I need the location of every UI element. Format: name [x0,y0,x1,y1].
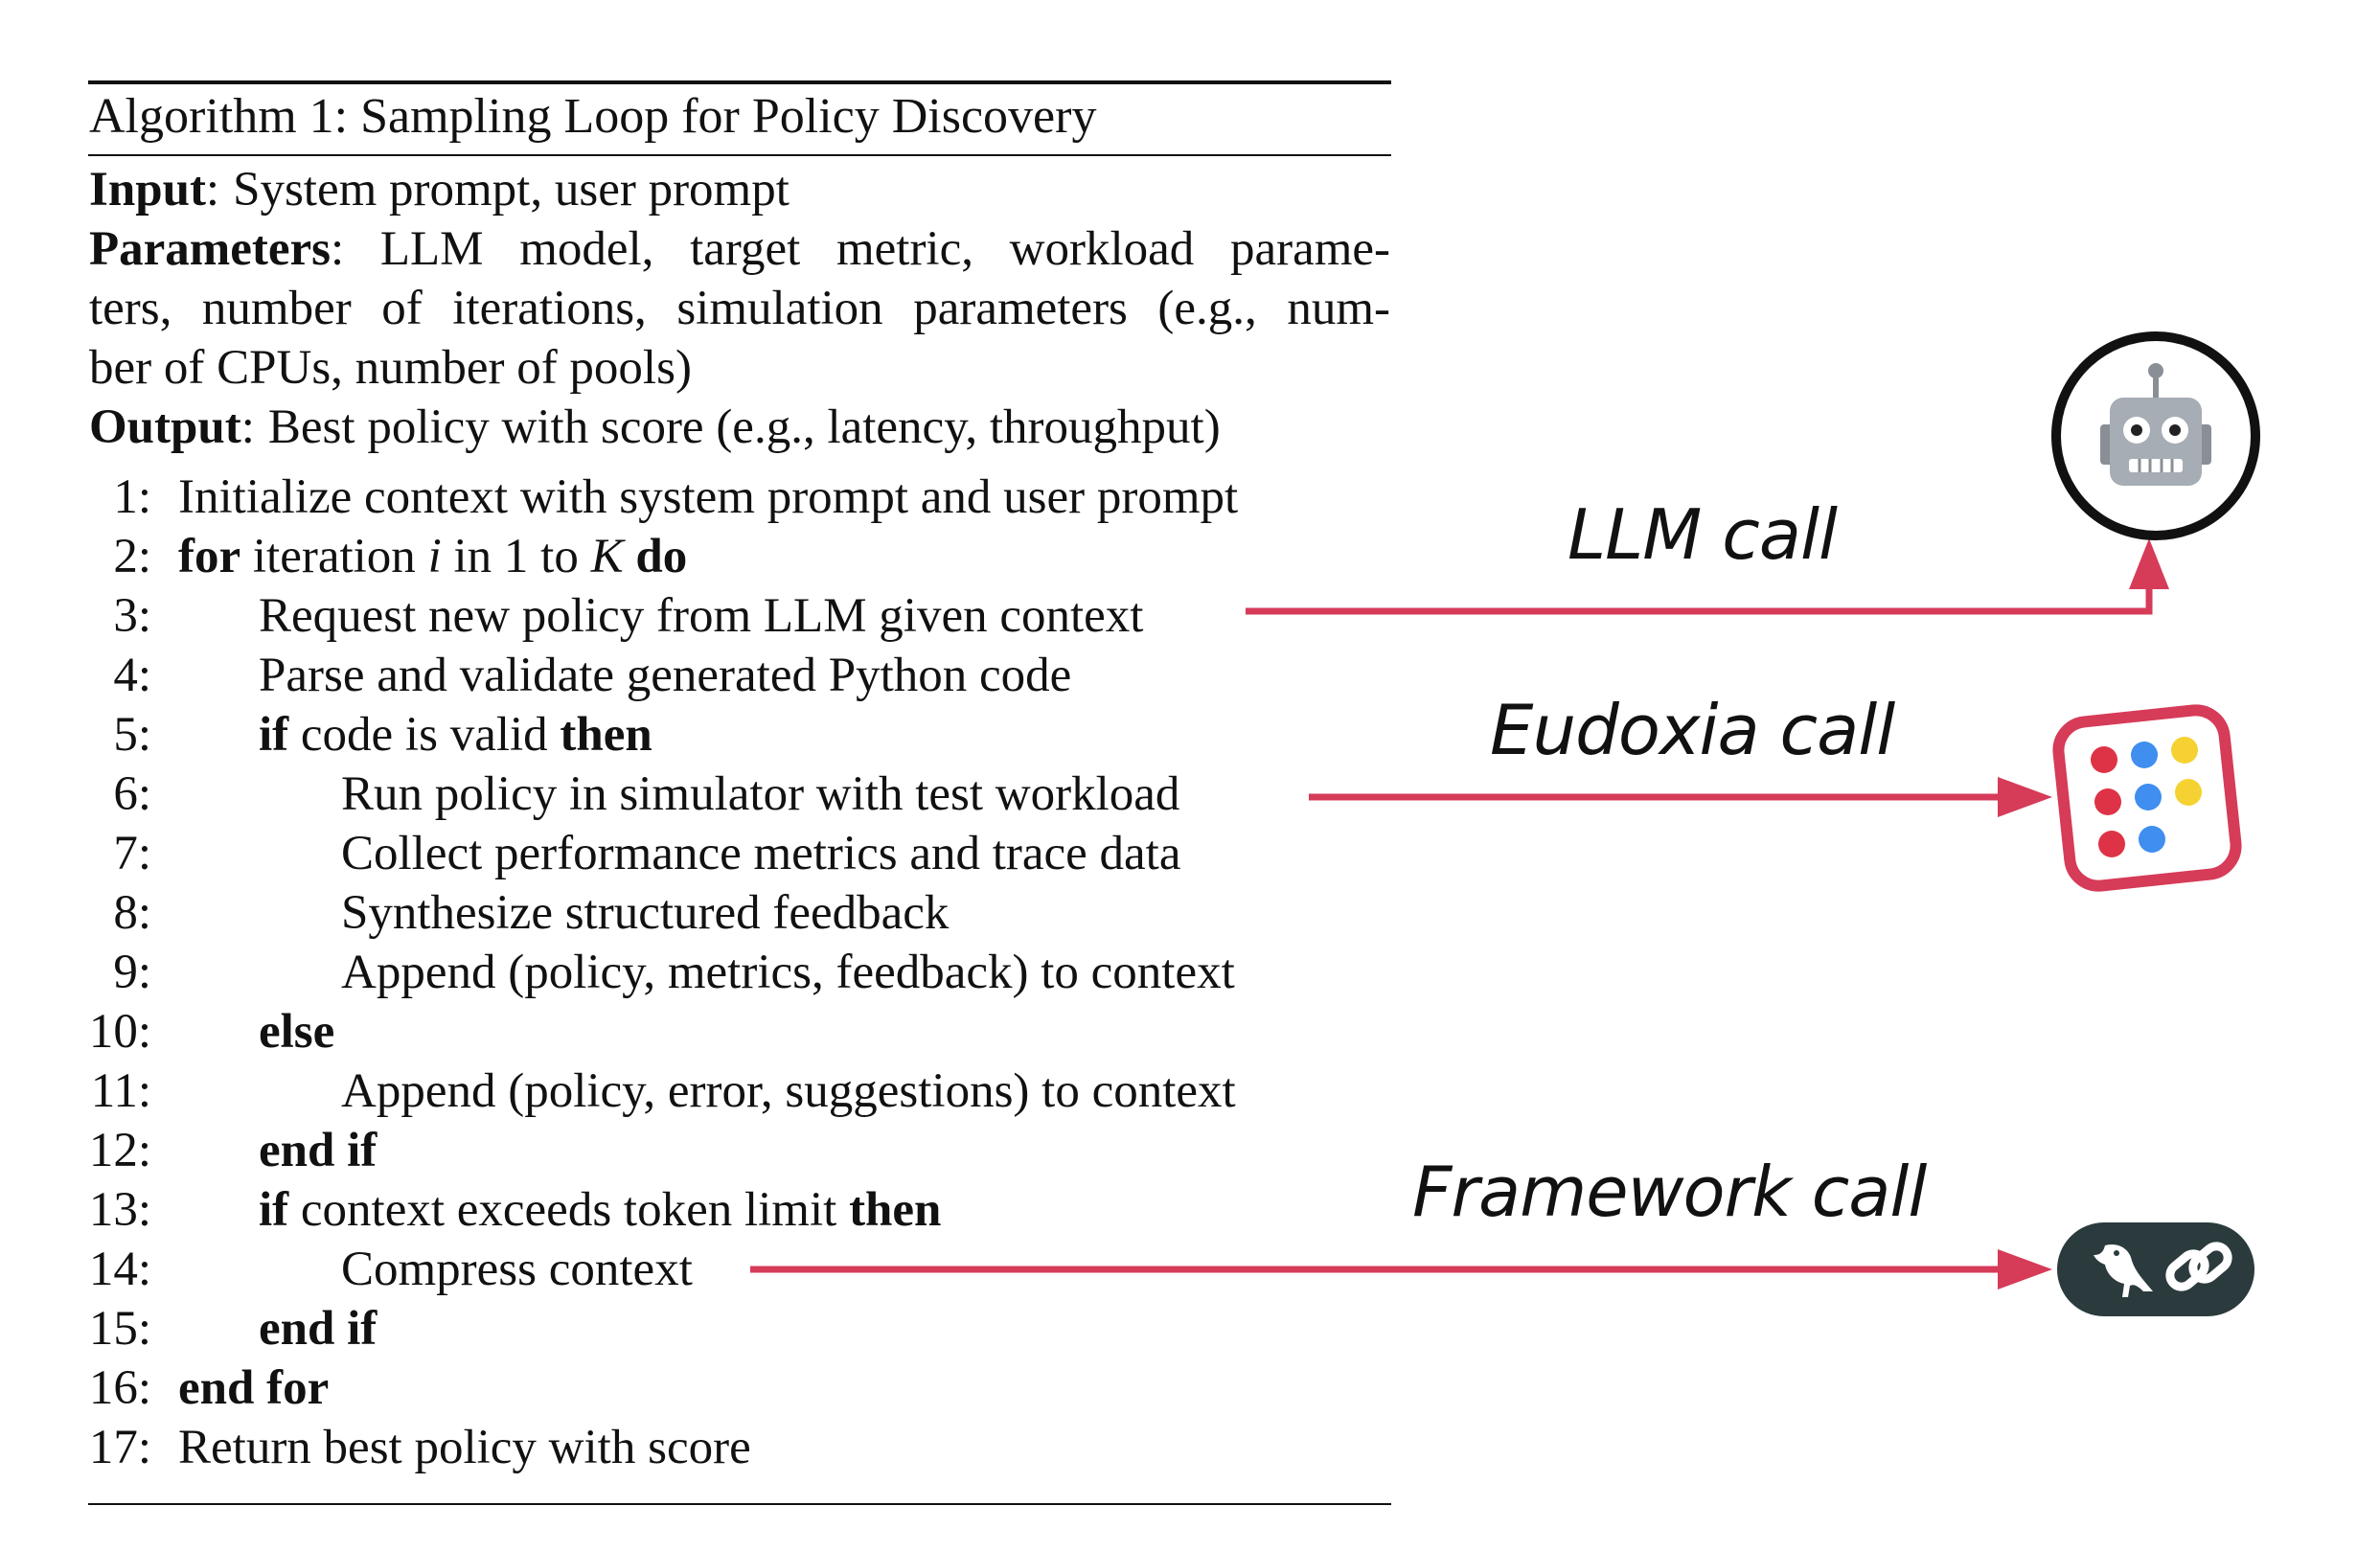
parrot-link-icon [2055,1217,2256,1322]
step-number: 15: [88,1302,151,1356]
algorithm-title: Algorithm 1: Sampling Loop for Policy Discovery [89,89,1097,144]
output-label: Output [89,400,241,454]
step-number: 3: [113,589,151,643]
robot-icon [2050,331,2261,541]
step-text: if code is valid then [259,708,652,762]
step-text: end if [259,1124,378,1177]
step-number: 6: [113,767,151,821]
step-text: Initialize context with system prompt and user prompt [178,470,1239,524]
step-text: if context exceeds token limit then [259,1183,942,1237]
step-number: 4: [113,649,151,702]
parameters-line-3: ber of CPUs, number of pools) [89,341,692,395]
parameters-line-1: Parameters: LLM model, target metric, workload parame- [89,222,1391,276]
step-text: end if [259,1302,378,1356]
parameters-label: Parameters [89,222,332,276]
step-number: 16: [88,1361,151,1415]
step-text: Append (policy, metrics, feedback) to context [341,946,1235,999]
step-number: 11: [90,1064,151,1118]
step-text: Run policy in simulator with test workload [341,767,1180,821]
step-number: 7: [113,827,151,880]
step-text: Return best policy with score [178,1421,751,1474]
step-text: Append (policy, error, suggestions) to context [341,1064,1236,1118]
step-text: Synthesize structured feedback [341,886,950,940]
dot-grid-icon [2050,704,2252,896]
input-text: System prompt, user prompt [233,163,790,217]
parameters-line-2: ters, number of iterations, simulation parameters (e.g., num- [89,282,1390,335]
step-text: Request new policy from LLM given context [259,589,1144,643]
step-number: 17: [88,1421,151,1474]
step-text: Compress context [341,1243,693,1296]
step-number: 13: [88,1183,151,1237]
step-text: Collect performance metrics and trace data [341,827,1181,880]
step-text: for iteration i in 1 to K do [178,530,688,583]
step-text: Parse and validate generated Python code [259,649,1072,702]
input-label: Input [89,163,206,217]
step-number: 10: [88,1005,151,1059]
step-text: end for [178,1361,330,1415]
output-text: Best policy with score (e.g., latency, throughput) [267,400,1221,454]
eudoxia-call-arrow [1309,777,2052,817]
step-number: 14: [88,1243,151,1296]
framework-call-label: Framework call [1412,1152,1927,1232]
step-number: 2: [113,530,151,583]
parameters-text-1: LLM model, target metric, workload parame- [379,222,1391,276]
step-number: 9: [113,946,151,999]
input-line: Input: System prompt, user prompt [89,163,790,217]
llm-call-label: LLM call [1568,494,1837,575]
eudoxia-call-label: Eudoxia call [1490,690,1895,770]
step-number: 5: [113,708,151,762]
step-number: 12: [88,1124,151,1177]
step-text: else [259,1005,335,1059]
step-number: 8: [113,886,151,940]
step-number: 1: [113,470,151,524]
output-line: Output: Best policy with score (e.g., latency, throughput) [89,400,1221,454]
framework-call-arrow [750,1249,2052,1290]
